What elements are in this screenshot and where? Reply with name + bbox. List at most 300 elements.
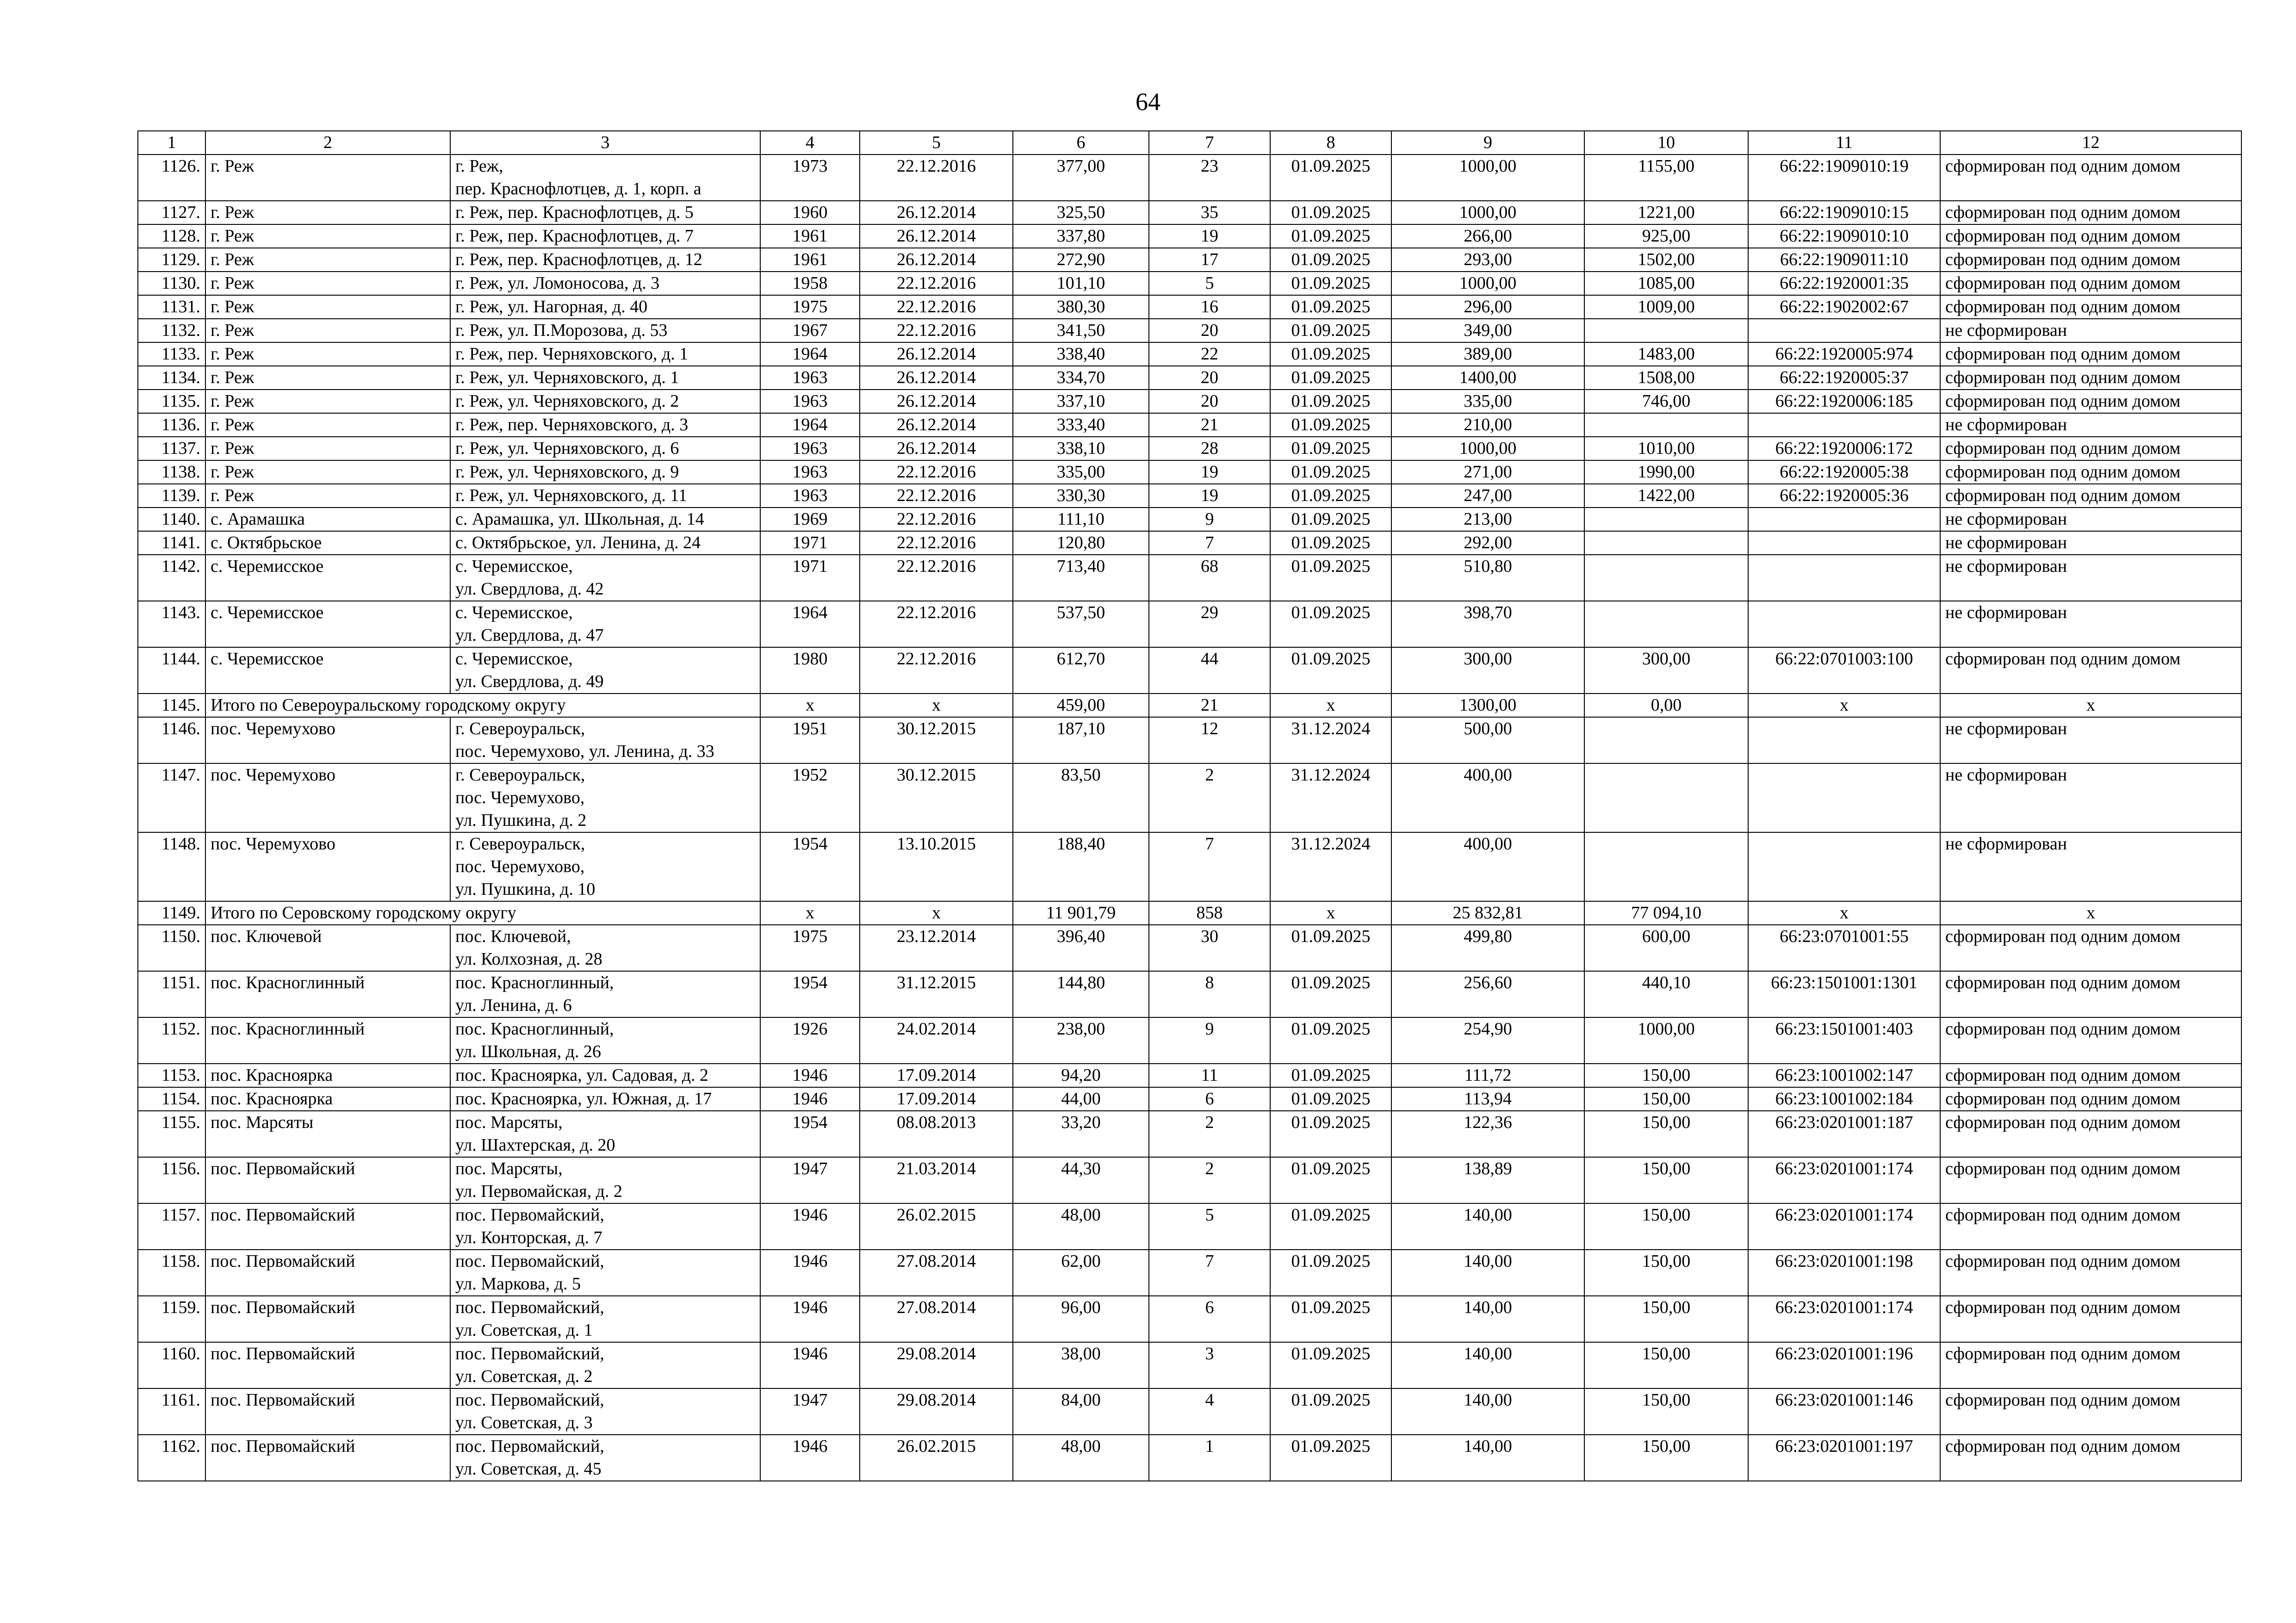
column-header: 4 [760,131,860,155]
address-cell [450,1342,760,1388]
year-cell: 1963 [760,366,860,390]
year-cell: 1926 [760,1017,860,1064]
table-body [138,155,2241,1481]
area-cell: 94,20 [1013,1064,1149,1087]
row-number-cell: 1156. [138,1157,205,1203]
date-cell: 13.10.2015 [860,832,1013,901]
residents-cell: 21 [1149,694,1270,717]
cadastral-number-cell: 66:22:1920001:35 [1748,272,1940,295]
status-cell: сформирован под одним домом [1940,647,2241,694]
row-number-cell: 1158. [138,1250,205,1296]
row-number-cell: 1161. [138,1388,205,1435]
deadline-cell: 01.09.2025 [1270,295,1391,319]
status-cell: x [1940,694,2241,717]
status-cell: сформирован под одним домом [1940,1111,2241,1157]
land-area-cell: 296,00 [1391,295,1584,319]
date-cell: 30.12.2015 [860,717,1013,763]
locality-cell: с. Черемисское [205,555,450,601]
locality-cell: г. Реж [205,390,450,413]
address-line: ул. Свердлова, д. 47 [455,626,604,645]
land-area-cell: 256,60 [1391,971,1584,1017]
address-line: ул. Пушкина, д. 10 [455,880,596,899]
cadastral-number-cell: 66:23:0201001:174 [1748,1296,1940,1342]
land-area-cell: 1000,00 [1391,272,1584,295]
status-cell: сформирован под одним домом [1940,1064,2241,1087]
area-cell: 330,30 [1013,484,1149,508]
cadastral-area-cell [1584,319,1748,342]
row-number-cell: 1152. [138,1017,205,1064]
land-area-cell: 400,00 [1391,832,1584,901]
address-cell [450,508,760,531]
cadastral-number-cell [1748,531,1940,555]
row-number-cell: 1140. [138,508,205,531]
table-row [138,201,2241,224]
residents-cell: 30 [1149,925,1270,971]
cadastral-area-cell: 1422,00 [1584,484,1748,508]
row-number-cell: 1126. [138,155,205,201]
table-row [138,763,2241,832]
row-number-cell: 1136. [138,413,205,437]
year-cell: 1946 [760,1342,860,1388]
column-header: 12 [1940,131,2241,155]
row-number-cell: 1131. [138,295,205,319]
locality-cell: пос. Первомайский [205,1435,450,1481]
table-row [138,832,2241,901]
deadline-cell: 01.09.2025 [1270,319,1391,342]
status-cell: сформирован под одним домом [1940,390,2241,413]
status-cell: не сформирован [1940,555,2241,601]
table-row [138,1017,2241,1064]
cadastral-number-cell: 66:23:0201001:146 [1748,1388,1940,1435]
area-cell: 101,10 [1013,272,1149,295]
area-cell: 272,90 [1013,248,1149,272]
locality-cell: г. Реж [205,272,450,295]
row-number-cell: 1127. [138,201,205,224]
status-cell: сформирован под одним домом [1940,484,2241,508]
residents-cell: 11 [1149,1064,1270,1087]
status-cell: сформирован под одним домом [1940,366,2241,390]
date-cell: 17.09.2014 [860,1064,1013,1087]
address-line: г. Реж, пер. Краснофлотцев, д. 5 [455,203,694,222]
address-line: пос. Черемухово, [455,788,585,807]
residents-cell: 23 [1149,155,1270,201]
date-cell: 27.08.2014 [860,1296,1013,1342]
deadline-cell: 01.09.2025 [1270,342,1391,366]
date-cell: 22.12.2016 [860,484,1013,508]
address-line: пос. Первомайский, [455,1205,604,1225]
row-number-cell: 1139. [138,484,205,508]
area-cell: 537,50 [1013,601,1149,647]
residents-cell: 7 [1149,832,1270,901]
cadastral-number-cell: 66:22:0701003:100 [1748,647,1940,694]
locality-cell: с. Черемисское [205,601,450,647]
deadline-cell: 01.09.2025 [1270,224,1391,248]
residents-cell: 19 [1149,484,1270,508]
row-number-cell: 1159. [138,1296,205,1342]
area-cell: 33,20 [1013,1111,1149,1157]
cadastral-area-cell [1584,555,1748,601]
address-line: ул. Советская, д. 45 [455,1459,602,1479]
date-cell: 21.03.2014 [860,1157,1013,1203]
deadline-cell: 01.09.2025 [1270,1111,1391,1157]
address-cell [450,1435,760,1481]
address-cell [450,366,760,390]
column-number-header-row [138,131,2241,155]
residents-cell: 3 [1149,1342,1270,1388]
date-cell: 22.12.2016 [860,295,1013,319]
residents-cell: 2 [1149,763,1270,832]
residents-cell: 28 [1149,437,1270,460]
address-cell [450,390,760,413]
table-row [138,484,2241,508]
status-cell: сформирован под одним домом [1940,1203,2241,1250]
area-cell: 713,40 [1013,555,1149,601]
land-area-cell: 140,00 [1391,1435,1584,1481]
address-cell [450,832,760,901]
locality-cell: пос. Марсяты [205,1111,450,1157]
date-cell: x [860,901,1013,925]
locality-cell: с. Арамашка [205,508,450,531]
land-area-cell: 271,00 [1391,460,1584,484]
row-number-cell: 1148. [138,832,205,901]
area-cell: 44,00 [1013,1087,1149,1111]
address-line: ул. Маркова, д. 5 [455,1274,581,1294]
status-cell: сформирован под одним домом [1940,1296,2241,1342]
land-area-cell: 247,00 [1391,484,1584,508]
locality-cell: г. Реж [205,342,450,366]
cadastral-area-cell: 1085,00 [1584,272,1748,295]
cadastral-area-cell: 1502,00 [1584,248,1748,272]
date-cell: x [860,694,1013,717]
row-number-cell: 1132. [138,319,205,342]
year-cell: 1946 [760,1064,860,1087]
residents-cell: 29 [1149,601,1270,647]
address-cell [450,484,760,508]
land-area-cell: 1000,00 [1391,155,1584,201]
residents-cell: 17 [1149,248,1270,272]
year-cell: 1960 [760,201,860,224]
address-line: ул. Советская, д. 3 [455,1413,593,1432]
land-area-cell: 335,00 [1391,390,1584,413]
column-header: 11 [1748,131,1940,155]
land-area-cell: 389,00 [1391,342,1584,366]
area-cell: 341,50 [1013,319,1149,342]
area-cell: 38,00 [1013,1342,1149,1388]
deadline-cell: 01.09.2025 [1270,1388,1391,1435]
table-row [138,971,2241,1017]
column-header: 1 [138,131,205,155]
subtotal-label-cell: Итого по Серовскому городскому округу [205,901,450,925]
land-area-cell: 111,72 [1391,1064,1584,1087]
date-cell: 29.08.2014 [860,1342,1013,1388]
cadastral-area-cell: 150,00 [1584,1250,1748,1296]
locality-cell: пос. Ключевой [205,925,450,971]
deadline-cell: 31.12.2024 [1270,763,1391,832]
cadastral-number-cell [1748,717,1940,763]
address-cell [450,601,760,647]
date-cell: 26.12.2014 [860,366,1013,390]
deadline-cell: 01.09.2025 [1270,484,1391,508]
table-row [138,342,2241,366]
cadastral-number-cell: x [1748,694,1940,717]
land-area-cell: 113,94 [1391,1087,1584,1111]
residents-cell: 5 [1149,272,1270,295]
cadastral-number-cell: 66:23:1001002:184 [1748,1087,1940,1111]
date-cell: 22.12.2016 [860,647,1013,694]
date-cell: 22.12.2016 [860,272,1013,295]
area-cell: 120,80 [1013,531,1149,555]
table-row [138,366,2241,390]
year-cell: 1947 [760,1157,860,1203]
year-cell: 1946 [760,1203,860,1250]
column-header: 8 [1270,131,1391,155]
land-area-cell: 210,00 [1391,413,1584,437]
residents-cell: 44 [1149,647,1270,694]
area-cell: 144,80 [1013,971,1149,1017]
deadline-cell: 31.12.2024 [1270,832,1391,901]
residents-cell: 7 [1149,1250,1270,1296]
date-cell: 22.12.2016 [860,155,1013,201]
status-cell: сформирован под одним домом [1940,1250,2241,1296]
address-cell [450,155,760,201]
row-number-cell: 1143. [138,601,205,647]
deadline-cell: 01.09.2025 [1270,201,1391,224]
land-area-cell: 1000,00 [1391,201,1584,224]
cadastral-number-cell [1748,832,1940,901]
deadline-cell: 01.09.2025 [1270,155,1391,201]
deadline-cell: 01.09.2025 [1270,248,1391,272]
year-cell: 1964 [760,601,860,647]
table-row [138,1388,2241,1435]
address-line: с. Арамашка, ул. Школьная, д. 14 [455,509,704,529]
cadastral-number-cell: 66:22:1920005:37 [1748,366,1940,390]
land-area-cell: 213,00 [1391,508,1584,531]
year-cell: 1954 [760,832,860,901]
residents-cell: 20 [1149,366,1270,390]
address-line: ул. Свердлова, д. 42 [455,579,604,599]
cadastral-area-cell [1584,413,1748,437]
residents-cell: 16 [1149,295,1270,319]
locality-cell: пос. Черемухово [205,832,450,901]
row-number-cell: 1134. [138,366,205,390]
deadline-cell: 01.09.2025 [1270,460,1391,484]
status-cell: не сформирован [1940,601,2241,647]
address-line: г. Реж, ул. Черняховского, д. 9 [455,462,679,482]
area-cell: 334,70 [1013,366,1149,390]
row-number-cell: 1151. [138,971,205,1017]
status-cell: сформирован под одним домом [1940,437,2241,460]
locality-cell: г. Реж [205,248,450,272]
date-cell: 26.12.2014 [860,390,1013,413]
locality-cell: с. Октябрьское [205,531,450,555]
residents-cell: 6 [1149,1087,1270,1111]
deadline-cell: 01.09.2025 [1270,390,1391,413]
area-cell: 48,00 [1013,1203,1149,1250]
row-number-cell: 1142. [138,555,205,601]
table-row [138,1435,2241,1481]
residents-cell: 4 [1149,1388,1270,1435]
status-cell: не сформирован [1940,508,2241,531]
cadastral-area-cell: 77 094,10 [1584,901,1748,925]
area-cell: 337,10 [1013,390,1149,413]
address-line: г. Реж, пер. Черняховского, д. 3 [455,415,689,434]
status-cell: сформирован под одним домом [1940,155,2241,201]
address-line: г. Реж, ул. Черняховского, д. 2 [455,391,679,411]
address-line: пос. Красноглинный, [455,1019,614,1039]
year-cell: 1964 [760,413,860,437]
cadastral-number-cell: 66:22:1920006:185 [1748,390,1940,413]
date-cell: 22.12.2016 [860,460,1013,484]
subtotal-row [138,694,2241,717]
land-area-cell: 499,80 [1391,925,1584,971]
row-number-cell: 1155. [138,1111,205,1157]
row-number-cell: 1153. [138,1064,205,1087]
subtotal-label-cell: Итого по Североуральскому городскому округу [205,694,450,717]
address-line: г. Реж, ул. Черняховского, д. 1 [455,368,679,387]
cadastral-number-cell: 66:23:0201001:174 [1748,1203,1940,1250]
deadline-cell: x [1270,901,1391,925]
address-cell [450,1111,760,1157]
date-cell: 22.12.2016 [860,508,1013,531]
cadastral-area-cell: 150,00 [1584,1203,1748,1250]
address-cell [450,531,760,555]
address-line: ул. Свердлова, д. 49 [455,672,604,691]
column-header: 9 [1391,131,1584,155]
row-number-cell: 1128. [138,224,205,248]
table-row [138,460,2241,484]
address-line: ул. Первомайская, д. 2 [455,1182,622,1201]
cadastral-area-cell: 925,00 [1584,224,1748,248]
cadastral-area-cell [1584,531,1748,555]
table-row [138,224,2241,248]
status-cell: сформирован под одним домом [1940,272,2241,295]
cadastral-number-cell: 66:23:1001002:147 [1748,1064,1940,1087]
address-cell [450,971,760,1017]
status-cell: не сформирован [1940,319,2241,342]
locality-cell: пос. Первомайский [205,1296,450,1342]
cadastral-area-cell: 600,00 [1584,925,1748,971]
address-line: г. Реж, ул. П.Морозова, д. 53 [455,321,668,340]
cadastral-area-cell [1584,763,1748,832]
address-cell [450,647,760,694]
table-row [138,1064,2241,1087]
deadline-cell: 01.09.2025 [1270,601,1391,647]
deadline-cell: 01.09.2025 [1270,647,1391,694]
land-area-cell: 140,00 [1391,1388,1584,1435]
year-cell: 1946 [760,1435,860,1481]
year-cell: 1975 [760,295,860,319]
status-cell: сформирован под одним домом [1940,201,2241,224]
cadastral-number-cell: 66:23:0701001:55 [1748,925,1940,971]
land-area-cell: 500,00 [1391,717,1584,763]
area-cell: 380,30 [1013,295,1149,319]
deadline-cell: 01.09.2025 [1270,1064,1391,1087]
residents-cell: 20 [1149,390,1270,413]
year-cell: 1967 [760,319,860,342]
column-header: 3 [450,131,760,155]
address-line: г. Реж, ул. Черняховского, д. 11 [455,486,687,505]
deadline-cell: x [1270,694,1391,717]
locality-cell: г. Реж [205,319,450,342]
locality-cell: г. Реж [205,224,450,248]
status-cell: сформирован под одним домом [1940,1157,2241,1203]
address-line: пос. Первомайский, [455,1344,604,1363]
deadline-cell: 01.09.2025 [1270,366,1391,390]
residents-cell: 22 [1149,342,1270,366]
residents-cell: 19 [1149,224,1270,248]
table-row [138,1296,2241,1342]
cadastral-area-cell [1584,601,1748,647]
cadastral-number-cell: 66:23:0201001:198 [1748,1250,1940,1296]
cadastral-area-cell: 150,00 [1584,1388,1748,1435]
land-area-cell: 1300,00 [1391,694,1584,717]
year-cell: x [760,901,860,925]
table-row [138,413,2241,437]
status-cell: сформирован под одним домом [1940,1388,2241,1435]
deadline-cell: 01.09.2025 [1270,1017,1391,1064]
cadastral-area-cell: 0,00 [1584,694,1748,717]
row-number-cell: 1157. [138,1203,205,1250]
table-row [138,1203,2241,1250]
address-cell [450,319,760,342]
deadline-cell: 01.09.2025 [1270,555,1391,601]
locality-cell: пос. Первомайский [205,1388,450,1435]
residents-cell: 21 [1149,413,1270,437]
locality-cell: пос. Первомайский [205,1157,450,1203]
year-cell: 1969 [760,508,860,531]
address-line: г. Реж, ул. Ломоносова, д. 3 [455,273,660,293]
table-row [138,1087,2241,1111]
address-line: пос. Марсяты, [455,1113,563,1132]
address-cell [450,413,760,437]
year-cell: 1946 [760,1296,860,1342]
cadastral-number-cell: 66:22:1909010:10 [1748,224,1940,248]
area-cell: 188,40 [1013,832,1149,901]
year-cell: 1971 [760,555,860,601]
status-cell: сформирован под одним домом [1940,295,2241,319]
column-header: 5 [860,131,1013,155]
cadastral-area-cell: 440,10 [1584,971,1748,1017]
land-area-cell: 140,00 [1391,1203,1584,1250]
locality-cell: пос. Первомайский [205,1250,450,1296]
year-cell: 1963 [760,390,860,413]
year-cell: 1980 [760,647,860,694]
address-cell [450,272,760,295]
status-cell: x [1940,901,2241,925]
cadastral-area-cell: 1009,00 [1584,295,1748,319]
cadastral-area-cell: 150,00 [1584,1157,1748,1203]
table-row [138,717,2241,763]
deadline-cell: 31.12.2024 [1270,717,1391,763]
cadastral-number-cell [1748,555,1940,601]
address-cell [450,1064,760,1087]
cadastral-area-cell: 1483,00 [1584,342,1748,366]
locality-cell: г. Реж [205,413,450,437]
cadastral-number-cell [1748,413,1940,437]
row-number-cell: 1160. [138,1342,205,1388]
area-cell: 377,00 [1013,155,1149,201]
row-number-cell: 1146. [138,717,205,763]
address-cell [450,248,760,272]
residents-cell: 2 [1149,1111,1270,1157]
year-cell: 1947 [760,1388,860,1435]
row-number-cell: 1147. [138,763,205,832]
area-cell: 48,00 [1013,1435,1149,1481]
address-line: г. Реж, пер. Черняховского, д. 1 [455,344,689,364]
status-cell: сформирован под одним домом [1940,1342,2241,1388]
residents-cell: 20 [1149,319,1270,342]
residents-cell: 12 [1149,717,1270,763]
